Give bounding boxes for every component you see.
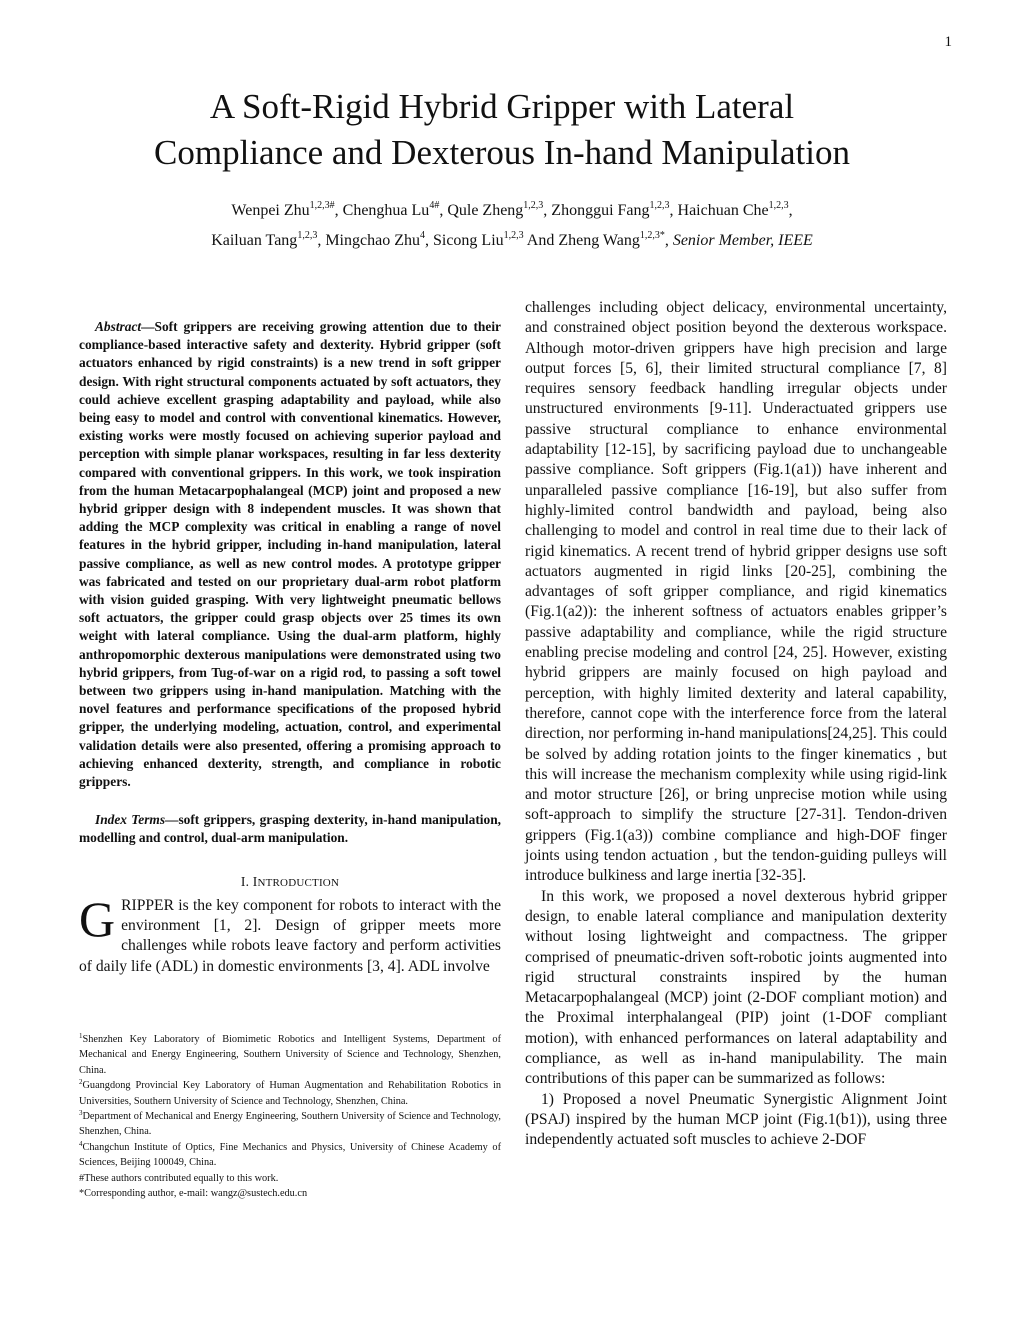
index-terms-text: soft grippers, grasping dexterity, in-hand manipulation, modelling and control, dual-arm manipulation. [79, 812, 501, 846]
title-line-2: Compliance and Dexterous In-hand Manipulation [154, 133, 850, 172]
footnote-text: Shenzhen Key Laboratory of Biomimetic Robotics and Intelligent Systems, Department of Mechanical and Energy Engineering, Southern University of Science and Technology, Shenzhen, China. [79, 1034, 501, 1076]
footnote-text: Department of Mechanical and Energy Engineering, Southern University of Science and Technology, Shenzhen, China. [79, 1111, 501, 1138]
body-paragraph-1: challenges including object delicacy, environmental uncertainty, and constrained object position beyond the dexterous workspace. Although motor-driven grippers have high precision and large output forces [5, 6], their limited structural compliance [7, 8] requires sensory feedback handling irregular objects under unstructured environments [9-11]. Underactuated grippers use passive structural compliance to enhance environmental adaptability [12-15], by sacrificing payload due to unchangeable passive compliance. Soft grippers (Fig.1(a1)) have inherent and unparalleled passive compliance [16-19], but also suffer from highly-limited control bandwidth and payload, being also challenging to model and control in real time due to their lack of rigid kinematics. A recent trend of hybrid gripper designs use soft actuators augmented in rigid links [20-25], combining the advantages of soft gripper compliance, and rigid kinematics (Fig.1(a2)): the inherent softness of actuators enables gripper’s passive adaptability and compliance, while the rigid structure enabling precise modeling and control [24, 25]. However, existing hybrid grippers are mainly focused on high payload and perception, with highly limited dexterity and lateral capability, therefore, cannot cope with the interference force from the lateral direction, nor performing in-hand manipulations[24,25]. This could be solved by adding rotation joints to the finger kinematics , but this will increase the mechanism complexity while using rigid-link and motor structure [26], or bring unprecise motion while using soft-approach to simplify the structure [27-31]. Tendon-driven grippers (Fig.1(a3)) combine compliance and high-DOF finger joints using tendon actuation , but the tendon-guiding pulleys will introduce bulkiness and large inertia [32-35]. [525, 299, 947, 885]
drop-cap: G [79, 890, 116, 947]
author-affil: 1,2,3 [523, 200, 544, 211]
abstract-dash: — [141, 319, 155, 334]
author-name: Sicong Liu [432, 232, 504, 249]
author-affil: 1,2,3 [503, 230, 524, 241]
paper-title [80, 84, 924, 176]
author-affil: 1,2,3 [649, 200, 670, 211]
footnote-text: Changchun Institute of Optics, Fine Mechanics and Physics, University of Chinese Academy of Sciences, Beijing 100049, China. [79, 1141, 501, 1169]
index-terms [79, 811, 501, 847]
footnote-mark: 2 [79, 1078, 83, 1087]
section-numeral: I. I [240, 873, 258, 889]
section-title: NTRODUCTION [257, 876, 340, 889]
author-affil: 1,2,3 [768, 200, 789, 211]
author-line-1: Wenpei Zhu$^{1,2,3\#}$, Chenghua $Lu^{4\#}$, Qule Zheng$^{1,2,3}$, Zhonggui Fang$^{1,2,3}$, Haichuan Che$^{1,2,3}$, [231, 200, 793, 219]
author-name: Qule Zheng [447, 202, 524, 219]
contribution-item-1: 1) Proposed a novel Pneumatic Synergistic Alignment Joint (PSAJ) inspired by the human MCP joint (Fig.1(b1)), using three independently actuated soft muscles to achieve 2-DOF [525, 1090, 947, 1149]
footnote-3 [79, 1109, 501, 1140]
author-affil: 1,2,3* [639, 230, 665, 241]
author-affil: 1,2,3 [297, 230, 318, 241]
page-number: 1 [944, 34, 952, 50]
author-membership: Senior Member, IEEE [672, 232, 813, 249]
section-heading-introduction [79, 874, 501, 890]
author-list [60, 196, 964, 256]
title-line-1: A Soft-Rigid Hybrid Gripper with Lateral [209, 87, 795, 126]
author-name: Chenghua Lu [342, 202, 430, 219]
footnote-corresponding-author: *Corresponding author, e-mail: wangz@sustech.edu.cn [79, 1188, 308, 1200]
author-name: Wenpei Zhu [231, 202, 310, 219]
author-name: Mingchao Zhu [325, 232, 420, 249]
footnote-text: Guangdong Provincial Key Laboratory of Human Augmentation and Rehabilitation Robotics in Universities, Southern University of Science and Technology, Shenzhen, China. [79, 1080, 501, 1107]
footnote-2 [79, 1078, 501, 1109]
author-name: Haichuan Che [677, 202, 769, 219]
author-name: And Zheng Wang [526, 232, 640, 249]
index-terms-label: Index Terms [95, 812, 166, 828]
left-column [79, 318, 501, 977]
author-line-2: Kailuan Tang$^{1,2,3}$, Mingchao Zhu$^4$, Sicong Liu$^{1,2,3}$ And Zheng Wang$^{1,2,3*}$, Senior Member, IEEE [211, 230, 813, 249]
author-affil: 4# [429, 200, 440, 211]
author-affil: 1,2,3# [309, 200, 335, 211]
intro-paragraph [79, 890, 501, 977]
footnote-1 [79, 1032, 501, 1078]
footnote-mark: 3 [79, 1109, 83, 1118]
right-column [525, 298, 947, 1150]
footnote-mark: 4 [79, 1139, 83, 1148]
body-paragraph-2: In this work, we proposed a novel dexterous hybrid gripper design, to enable lateral compliance and manipulation dexterity without losing lightweight and compactness. The gripper comprised of pneumatic-driven soft-robotic joints augmented into rigid structural constraints inspired by the human Metacarpophalangeal (MCP) joint (2-DOF compliant motion) and the Proximal interphalangeal (PIP) joint (1-DOF compliant motion), with enhanced performances on lateral adaptability and compliance, as well as in-hand manipulability. The main contributions of this paper can be summarized as follows: [525, 887, 947, 1088]
index-terms-dash: — [165, 812, 179, 828]
intro-text: RIPPER is the key component for robots to interact with the environment [1, 2]. Design of gripper meets more challenges while robots leave factory and perform activities of daily life (ADL) in domestic environments [3, 4]. ADL involve [79, 896, 501, 975]
author-name: Zhonggui Fang [551, 202, 650, 219]
footnote-4 [79, 1140, 501, 1171]
footnote-mark: 1 [79, 1032, 83, 1040]
abstract-label: Abstract [95, 319, 142, 334]
author-affil: 4 [419, 230, 425, 241]
abstract-text: Soft grippers are receiving growing attention due to their compliance-based interactive safety and dexterity. Hybrid gripper (soft actuators enhanced by rigid constraints) is a new trend in soft gripper design. With right structural components actuated by soft actuators, they could achieve excellent grasping adaptability and payload, while also being easy to model and control with conventional kinematics. However, existing works were mostly focused on achieving superior payload and perception with simple planar workspaces, resulting in far less dexterity compared with conventional grippers. In this work, we took inspiration from the human Metacarpophalangeal (MCP) joint and proposed a new hybrid gripper design with 8 independent muscles. It was shown that adding the MCP complexity was critical in enabling a range of novel features in the hybrid gripper, including in-hand manipulation, lateral passive compliance, as well as new control modes. A prototype gripper was fabricated and tested on our proprietary dual-arm robot platform with vision guided grasping. With very lightweight pneumatic bellows soft actuators, the gripper could grasp objects over 25 times its own weight with lateral compliance. Using the dual-arm platform, highly anthropomorphic dexterous manipulations were demonstrated using two hybrid grippers, from Tug-of-war on a rigid rod, to passing a soft towel between two grippers using in-hand manipulation. Matching with the novel features and performance specifications of the proposed hybrid gripper, the underlying modeling, actuation, control, and experimental validation details were also presented, offering a promising approach to achieving enhanced dexterity, strength, and compliance in robotic grippers. [79, 319, 501, 790]
footnotes [79, 1032, 501, 1201]
footnote-equal-contribution: #These authors contributed equally to this work. [79, 1172, 279, 1184]
abstract [79, 318, 501, 791]
author-name: Kailuan Tang [211, 232, 298, 249]
